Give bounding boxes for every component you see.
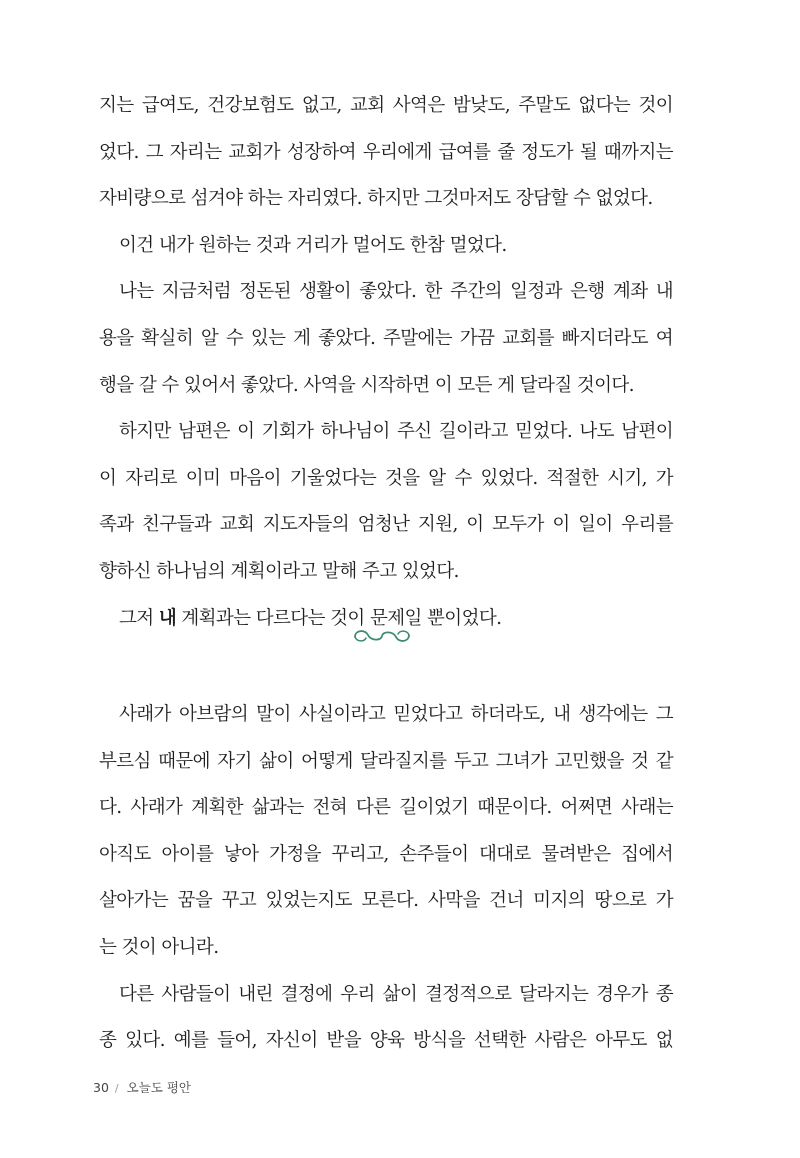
paragraph-line: 나는 지금처럼 정돈된 생활이 좋았다. 한 주간의 일정과 은행 계좌 내 <box>119 281 673 303</box>
paragraph-line: 지는 급여도, 건강보험도 없고, 교회 사역은 밤낮도, 주말도 없다는 것이 <box>99 95 673 116</box>
paragraph-line: 하지만 남편은 이 기회가 하나님이 주신 길이라고 믿었다. 나도 남편이 <box>119 421 673 443</box>
body-text-section-2 <box>99 692 673 1065</box>
body-text-section-1 <box>99 83 673 642</box>
page-number: 30 <box>93 1080 109 1095</box>
paragraph-line: 사래가 아브람의 말이 사실이라고 믿었다고 하더라도, 내 생각에는 그 <box>119 704 673 725</box>
paragraph-line: 아직도 아이를 낳아 가정을 꾸리고, 손주들이 대대로 물려받은 집에서 <box>99 843 673 865</box>
paragraph-line: 족과 친구들과 교회 지도자들의 엄청난 지원, 이 모두가 이 일이 우리를 <box>99 514 673 536</box>
paragraph-line: 는 것이 아니라. <box>99 936 219 958</box>
paragraph-line: 용을 확실히 알 수 있는 게 좋았다. 주말에는 가끔 교회를 빠지더라도 여 <box>99 327 673 349</box>
text-run: 계획과는 다르다는 것이 문제일 뿐이었다. <box>176 607 502 629</box>
paragraph-line: 종 있다. 예를 들어, 자신이 받을 양육 방식을 선택한 사람은 아무도 없 <box>99 1030 673 1052</box>
paragraph-line: 자비량으로 섬겨야 하는 자리였다. 하지만 그것마저도 장담할 수 없었다. <box>99 188 653 210</box>
paragraph-line: 살아가는 꿈을 꾸고 있었는지도 모른다. 사막을 건너 미지의 땅으로 가 <box>99 890 673 912</box>
paragraph-line: 행을 갈 수 있어서 좋았다. 사역을 시작하면 이 모든 게 달라질 것이다. <box>99 374 634 396</box>
paragraph-line: 다. 사래가 계획한 삶과는 전혀 다른 길이었기 때문이다. 어쩌면 사래는 <box>99 797 673 819</box>
paragraph-line: 었다. 그 자리는 교회가 성장하여 우리에게 급여를 줄 정도가 될 때까지는 <box>99 141 673 163</box>
paragraph-line: 다른 사람들이 내린 결정에 우리 삶이 결정적으로 달라지는 경우가 종 <box>119 983 673 1005</box>
footer-separator: / <box>114 1082 119 1095</box>
paragraph-line: 이 자리로 이미 마음이 기울었다는 것을 알 수 있었다. 적절한 시기, 가 <box>99 467 673 489</box>
paragraph-line: 이건 내가 원하는 것과 거리가 멀어도 한참 멀었다. <box>119 234 507 256</box>
page-footer <box>93 1078 191 1096</box>
book-title: 오늘도 평안 <box>126 1080 191 1095</box>
paragraph-line: 부르심 때문에 자기 삶이 어떻게 달라질지를 두고 그녀가 고민했을 것 같 <box>99 750 673 772</box>
flourish-divider-icon <box>352 624 412 648</box>
emphasis-text: 내 <box>158 607 177 629</box>
paragraph-line: 향하신 하나님의 계획이라고 말해 주고 있었다. <box>99 560 459 582</box>
text-run: 그저 <box>119 607 159 629</box>
